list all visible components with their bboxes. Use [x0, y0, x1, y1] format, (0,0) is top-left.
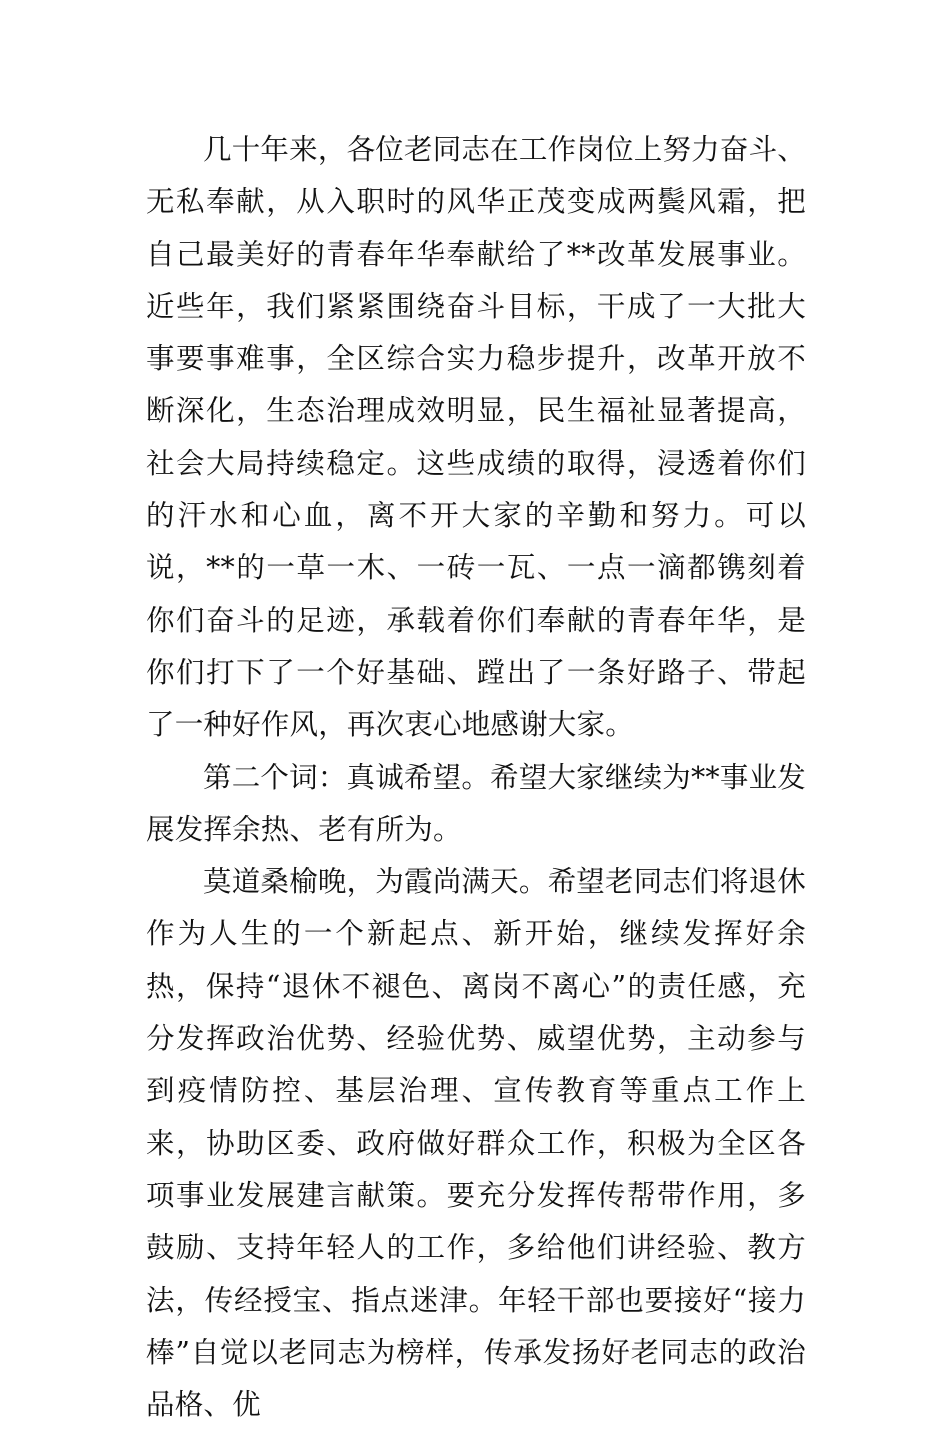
paragraph-3: 莫道桑榆晚，为霞尚满天。希望老同志们将退休作为人生的一个新起点、新开始，继续发挥好余热，保持“退休不褪色、离岗不离心”的责任感，充分发挥政治优势、经验优势、威望优势，主动参与到疫情防控、基层治理、宣传教育等重点工作上来，协助区委、政府做好群众工作，积极为全区各项事业发展建言献策。要充分发挥传帮带作用，多鼓励、支持年轻人的工作，多给他们讲经验、教方法，传经授宝、指点迷津。年轻干部也要接好“接力棒”自觉以老同志为榜样，传承发扬好老同志的政治品格、优 — [146, 865, 806, 1422]
paragraph-1: 几十年来，各位老同志在工作岗位上努力奋斗、无私奉献，从入职时的风华正茂变成两鬓风霜，把自己最美好的青春年华奉献给了**改革发展事业。近些年，我们紧紧围绕奋斗目标，干成了一大批大事要事难事，全区综合实力稳步提升，改革开放不断深化，生态治理成效明显，民生福祉显著提高，社会大局持续稳定。这些成绩的取得，浸透着你们的汗水和心血，离不开大家的辛勤和努力。可以说，**的一草一木、一砖一瓦、一点一滴都镌刻着你们奋斗的足迹，承载着你们奉献的青春年华，是你们打下了一个好基础、蹚出了一条好路子、带起了一种好作风，再次衷心地感谢大家。 — [146, 133, 806, 742]
paragraph-2: 第二个词：真诚希望。希望大家继续为**事业发展发挥余热、老有所为。 — [146, 760, 806, 846]
document-body — [146, 124, 806, 1431]
